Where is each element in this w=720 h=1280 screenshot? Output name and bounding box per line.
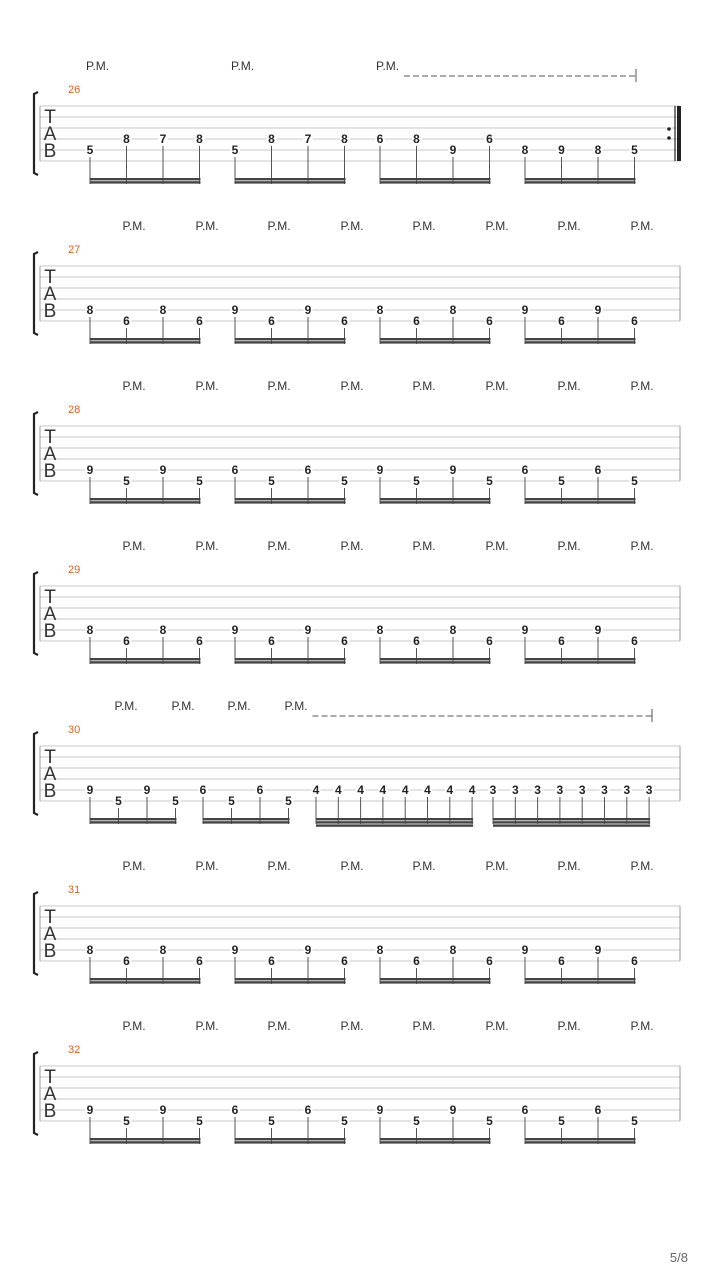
palm-mute-label: P.M. xyxy=(630,1019,654,1033)
fret-number: 6 xyxy=(413,634,420,648)
palm-mute-label: P.M. xyxy=(412,1019,436,1033)
fret-number: 6 xyxy=(341,314,348,328)
fret-number: 5 xyxy=(486,474,493,488)
tab-letter: T xyxy=(44,747,56,768)
fret-number: 9 xyxy=(521,303,529,317)
fret-number: 9 xyxy=(231,623,239,637)
tab-letter: T xyxy=(44,907,56,928)
note-beam xyxy=(525,1138,636,1140)
fret-number: 6 xyxy=(376,132,384,146)
palm-mute-label: P.M. xyxy=(412,379,436,393)
fret-number: 9 xyxy=(376,1103,384,1117)
palm-mute-label: P.M. xyxy=(340,859,364,873)
note-beam xyxy=(235,661,346,663)
palm-mute-label: P.M. xyxy=(122,859,146,873)
fret-number: 8 xyxy=(376,943,384,957)
note-beam xyxy=(380,498,491,500)
palm-mute-label: P.M. xyxy=(340,1019,364,1033)
fret-number: 9 xyxy=(449,143,457,157)
tab-letter: B xyxy=(43,781,57,802)
tab-letter: T xyxy=(44,267,56,288)
fret-number: 3 xyxy=(645,783,653,797)
palm-mute-label: P.M. xyxy=(284,699,308,713)
fret-number: 6 xyxy=(486,634,493,648)
fret-number: 3 xyxy=(578,783,586,797)
tab-letter: A xyxy=(43,124,57,145)
fret-number: 6 xyxy=(196,314,203,328)
tab-letter: B xyxy=(43,141,57,162)
note-beam xyxy=(380,978,491,980)
tab-letter: B xyxy=(43,1101,57,1122)
note-beam xyxy=(235,501,346,503)
measure-number: 27 xyxy=(68,244,81,256)
palm-mute-label: P.M. xyxy=(630,379,654,393)
fret-number: 9 xyxy=(558,143,565,157)
fret-number: 4 xyxy=(424,783,431,797)
fret-number: 6 xyxy=(631,314,638,328)
palm-mute-label: P.M. xyxy=(630,219,654,233)
fret-number: 3 xyxy=(511,783,519,797)
system-bracket xyxy=(34,1052,38,1135)
palm-mute-label: P.M. xyxy=(231,59,255,73)
tab-letter: B xyxy=(43,621,57,642)
tab-letter: A xyxy=(43,444,57,465)
note-beam xyxy=(380,1141,491,1143)
measure-number: 31 xyxy=(68,884,81,896)
tab-letter: T xyxy=(44,587,56,608)
note-beam xyxy=(525,341,636,343)
tab-letter: A xyxy=(43,764,57,785)
note-beam xyxy=(525,661,636,663)
note-beam xyxy=(380,1138,491,1140)
fret-number: 4 xyxy=(312,783,320,797)
fret-number: 9 xyxy=(231,943,239,957)
note-beam xyxy=(380,981,491,983)
fret-number: 7 xyxy=(159,132,167,146)
fret-number: 4 xyxy=(446,783,454,797)
system-bracket xyxy=(34,92,38,175)
note-beam xyxy=(380,501,491,503)
fret-number: 8 xyxy=(159,303,167,317)
fret-number: 5 xyxy=(228,794,235,808)
fret-number: 6 xyxy=(413,954,420,968)
note-beam xyxy=(90,341,201,343)
note-beam xyxy=(316,824,473,826)
fret-number: 8 xyxy=(449,303,457,317)
fret-number: 3 xyxy=(489,783,497,797)
palm-mute-label: P.M. xyxy=(122,539,146,553)
note-beam xyxy=(525,338,636,340)
note-beam xyxy=(235,498,346,500)
note-beam xyxy=(525,181,636,183)
palm-mute-label: P.M. xyxy=(86,59,110,73)
palm-mute-label: P.M. xyxy=(267,1019,291,1033)
measure-number: 28 xyxy=(68,404,81,416)
fret-number: 9 xyxy=(86,1103,94,1117)
fret-number: 8 xyxy=(268,132,275,146)
system-bracket xyxy=(34,412,38,495)
fret-number: 9 xyxy=(159,463,167,477)
note-beam xyxy=(90,1138,201,1140)
fret-number: 8 xyxy=(86,623,94,637)
fret-number: 5 xyxy=(631,1114,638,1128)
fret-number: 6 xyxy=(123,634,130,648)
fret-number: 9 xyxy=(304,303,312,317)
note-beam xyxy=(235,658,346,660)
note-beam xyxy=(525,1141,636,1143)
fret-number: 6 xyxy=(304,463,312,477)
fret-number: 6 xyxy=(521,1103,529,1117)
fret-number: 5 xyxy=(115,794,122,808)
note-beam xyxy=(493,821,650,823)
fret-number: 3 xyxy=(534,783,541,797)
palm-mute-label: P.M. xyxy=(557,859,581,873)
palm-mute-label: P.M. xyxy=(195,859,219,873)
fret-number: 6 xyxy=(631,954,638,968)
fret-number: 9 xyxy=(449,463,457,477)
tab-letter: A xyxy=(43,604,57,625)
fret-number: 8 xyxy=(376,623,384,637)
fret-number: 9 xyxy=(231,303,239,317)
fret-number: 8 xyxy=(159,623,167,637)
note-beam xyxy=(525,501,636,503)
palm-mute-label: P.M. xyxy=(267,219,291,233)
note-beam xyxy=(235,1138,346,1140)
note-beam xyxy=(90,1141,201,1143)
fret-number: 5 xyxy=(123,474,130,488)
note-beam xyxy=(525,498,636,500)
note-beam xyxy=(90,498,201,500)
note-beam xyxy=(90,501,201,503)
note-beam xyxy=(380,181,491,183)
fret-number: 6 xyxy=(341,634,348,648)
palm-mute-label: P.M. xyxy=(122,219,146,233)
fret-number: 9 xyxy=(594,303,602,317)
tab-letter: A xyxy=(43,924,57,945)
measure-number: 29 xyxy=(68,564,81,576)
repeat-dot xyxy=(667,136,671,140)
note-beam xyxy=(90,658,201,660)
fret-number: 9 xyxy=(594,623,602,637)
note-beam xyxy=(316,821,473,823)
palm-mute-label: P.M. xyxy=(412,219,436,233)
palm-mute-label: P.M. xyxy=(122,379,146,393)
note-beam xyxy=(235,1141,346,1143)
note-beam xyxy=(203,818,290,820)
fret-number: 9 xyxy=(143,783,151,797)
palm-mute-label: P.M. xyxy=(557,379,581,393)
repeat-dot xyxy=(667,127,671,131)
fret-number: 6 xyxy=(268,634,275,648)
palm-mute-label: P.M. xyxy=(114,699,138,713)
fret-number: 8 xyxy=(449,943,457,957)
fret-number: 4 xyxy=(334,783,342,797)
fret-number: 3 xyxy=(556,783,564,797)
page-number: 5/8 xyxy=(669,1250,688,1265)
palm-mute-label: P.M. xyxy=(340,539,364,553)
fret-number: 4 xyxy=(468,783,476,797)
fret-number: 6 xyxy=(521,463,529,477)
fret-number: 6 xyxy=(231,1103,239,1117)
tab-letter: B xyxy=(43,941,57,962)
fret-number: 3 xyxy=(623,783,631,797)
fret-number: 4 xyxy=(379,783,387,797)
palm-mute-label: P.M. xyxy=(227,699,251,713)
fret-number: 9 xyxy=(521,623,529,637)
fret-number: 6 xyxy=(123,954,130,968)
note-beam xyxy=(235,338,346,340)
fret-number: 6 xyxy=(558,634,565,648)
note-beam xyxy=(525,978,636,980)
fret-number: 6 xyxy=(199,783,207,797)
palm-mute-label: P.M. xyxy=(340,219,364,233)
tab-letter: T xyxy=(44,107,56,128)
note-beam xyxy=(90,978,201,980)
fret-number: 4 xyxy=(401,783,409,797)
palm-mute-label: P.M. xyxy=(171,699,195,713)
measure-number: 32 xyxy=(68,1044,81,1056)
palm-mute-label: P.M. xyxy=(195,1019,219,1033)
fret-number: 6 xyxy=(123,314,130,328)
system-bracket xyxy=(34,892,38,975)
note-beam xyxy=(493,824,650,826)
fret-number: 5 xyxy=(341,474,348,488)
note-beam xyxy=(380,178,491,180)
note-beam xyxy=(90,181,201,183)
tab-letter: B xyxy=(43,461,57,482)
palm-mute-label: P.M. xyxy=(267,379,291,393)
fret-number: 8 xyxy=(594,143,602,157)
fret-number: 8 xyxy=(86,303,94,317)
fret-number: 5 xyxy=(413,1114,420,1128)
fret-number: 8 xyxy=(86,943,94,957)
note-beam xyxy=(235,181,346,183)
palm-mute-label: P.M. xyxy=(485,379,509,393)
fret-number: 7 xyxy=(304,132,312,146)
fret-number: 5 xyxy=(196,1114,203,1128)
palm-mute-label: P.M. xyxy=(485,539,509,553)
fret-number: 9 xyxy=(86,463,94,477)
fret-number: 6 xyxy=(413,314,420,328)
note-beam xyxy=(90,178,201,180)
palm-mute-label: P.M. xyxy=(195,539,219,553)
fret-number: 5 xyxy=(558,474,565,488)
palm-mute-label: P.M. xyxy=(485,219,509,233)
repeat-thick-barline xyxy=(677,106,681,161)
palm-mute-label: P.M. xyxy=(557,219,581,233)
fret-number: 6 xyxy=(196,954,203,968)
note-beam xyxy=(235,341,346,343)
fret-number: 6 xyxy=(486,314,493,328)
note-beam xyxy=(90,981,201,983)
palm-mute-label: P.M. xyxy=(412,539,436,553)
fret-number: 8 xyxy=(196,132,203,146)
palm-mute-label: P.M. xyxy=(557,1019,581,1033)
note-beam xyxy=(235,978,346,980)
palm-mute-label: P.M. xyxy=(630,539,654,553)
fret-number: 6 xyxy=(196,634,203,648)
fret-number: 8 xyxy=(159,943,167,957)
fret-number: 6 xyxy=(341,954,348,968)
fret-number: 8 xyxy=(449,623,457,637)
fret-number: 5 xyxy=(558,1114,565,1128)
tab-letter: B xyxy=(43,301,57,322)
fret-number: 6 xyxy=(594,463,602,477)
tab-letter: T xyxy=(44,427,56,448)
note-beam xyxy=(380,658,491,660)
note-beam xyxy=(525,658,636,660)
fret-number: 5 xyxy=(123,1114,130,1128)
palm-mute-label: P.M. xyxy=(376,59,400,73)
fret-number: 5 xyxy=(196,474,203,488)
note-beam xyxy=(90,338,201,340)
note-beam xyxy=(493,818,650,820)
fret-number: 6 xyxy=(268,954,275,968)
palm-mute-label: P.M. xyxy=(122,1019,146,1033)
fret-number: 5 xyxy=(231,143,239,157)
palm-mute-label: P.M. xyxy=(412,859,436,873)
fret-number: 9 xyxy=(449,1103,457,1117)
fret-number: 6 xyxy=(594,1103,602,1117)
fret-number: 9 xyxy=(304,943,312,957)
note-beam xyxy=(380,338,491,340)
note-beam xyxy=(316,818,473,820)
note-beam xyxy=(90,821,177,823)
fret-number: 9 xyxy=(86,783,94,797)
fret-number: 8 xyxy=(521,143,529,157)
fret-number: 9 xyxy=(159,1103,167,1117)
fret-number: 6 xyxy=(231,463,239,477)
fret-number: 5 xyxy=(285,794,292,808)
note-beam xyxy=(90,661,201,663)
fret-number: 6 xyxy=(486,954,493,968)
system-bracket xyxy=(34,572,38,655)
fret-number: 9 xyxy=(304,623,312,637)
palm-mute-label: P.M. xyxy=(267,539,291,553)
palm-mute-label: P.M. xyxy=(485,1019,509,1033)
fret-number: 9 xyxy=(521,943,529,957)
note-beam xyxy=(525,981,636,983)
fret-number: 6 xyxy=(631,634,638,648)
note-beam xyxy=(380,341,491,343)
fret-number: 5 xyxy=(268,474,275,488)
tab-letter: T xyxy=(44,1067,56,1088)
fret-number: 8 xyxy=(341,132,348,146)
palm-mute-label: P.M. xyxy=(630,859,654,873)
fret-number: 5 xyxy=(172,794,179,808)
fret-number: 3 xyxy=(601,783,608,797)
fret-number: 6 xyxy=(486,132,493,146)
fret-number: 5 xyxy=(631,474,638,488)
palm-mute-label: P.M. xyxy=(195,219,219,233)
fret-number: 6 xyxy=(268,314,275,328)
fret-number: 6 xyxy=(558,314,565,328)
fret-number: 8 xyxy=(123,132,130,146)
fret-number: 5 xyxy=(268,1114,275,1128)
palm-mute-label: P.M. xyxy=(557,539,581,553)
note-beam xyxy=(525,178,636,180)
fret-number: 6 xyxy=(304,1103,312,1117)
fret-number: 8 xyxy=(413,132,420,146)
tab-letter: A xyxy=(43,284,57,305)
fret-number: 6 xyxy=(558,954,565,968)
palm-mute-label: P.M. xyxy=(195,379,219,393)
note-beam xyxy=(380,661,491,663)
fret-number: 5 xyxy=(486,1114,493,1128)
system-bracket xyxy=(34,252,38,335)
palm-mute-label: P.M. xyxy=(340,379,364,393)
measure-number: 26 xyxy=(68,84,81,96)
note-beam xyxy=(90,818,177,820)
tab-letter: A xyxy=(43,1084,57,1105)
fret-number: 5 xyxy=(413,474,420,488)
fret-number: 8 xyxy=(376,303,384,317)
note-beam xyxy=(235,981,346,983)
palm-mute-label: P.M. xyxy=(267,859,291,873)
fret-number: 4 xyxy=(357,783,364,797)
note-beam xyxy=(235,178,346,180)
measure-number: 30 xyxy=(68,724,81,736)
fret-number: 9 xyxy=(594,943,602,957)
palm-mute-label: P.M. xyxy=(485,859,509,873)
fret-number: 5 xyxy=(86,143,94,157)
fret-number: 5 xyxy=(631,143,638,157)
fret-number: 9 xyxy=(376,463,384,477)
fret-number: 6 xyxy=(256,783,264,797)
note-beam xyxy=(203,821,290,823)
system-bracket xyxy=(34,732,38,815)
fret-number: 5 xyxy=(341,1114,348,1128)
